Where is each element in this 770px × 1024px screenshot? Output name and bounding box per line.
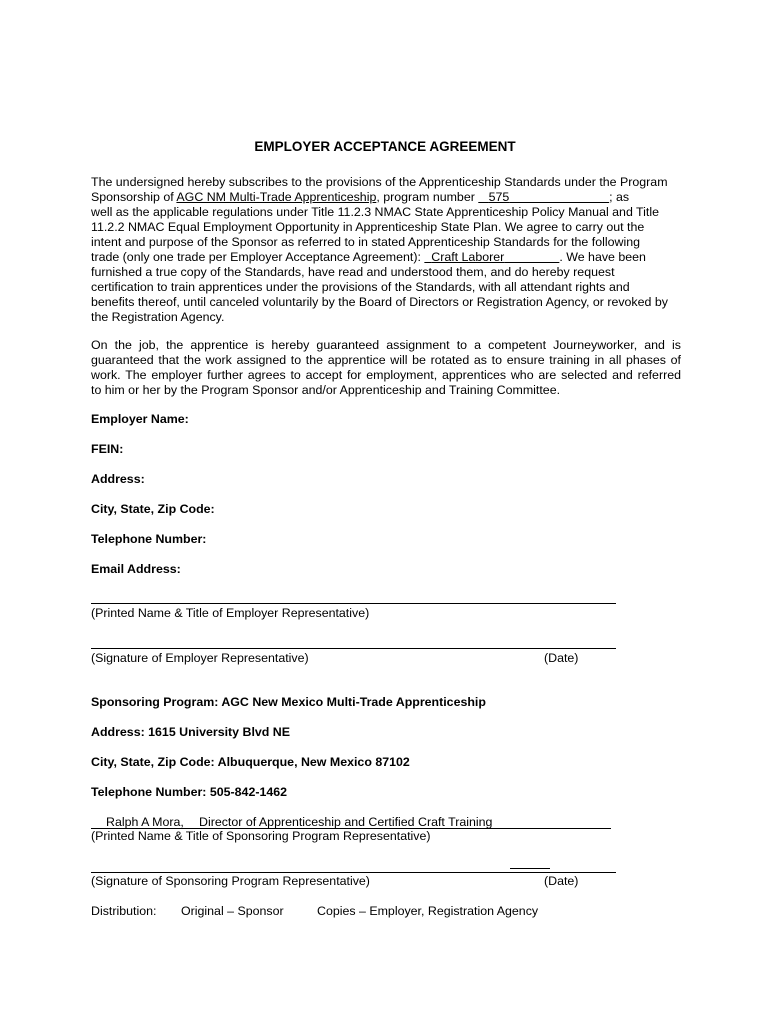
sponsor-address: Address: 1615 University Blvd NE xyxy=(91,725,291,739)
paragraph-line: trade (only one trade per Employer Acceptance Agreement): Craft Laborer . We have been xyxy=(91,250,646,264)
employer-printed-name-line xyxy=(91,603,616,604)
distribution-copies: Copies – Employer, Registration Agency xyxy=(317,904,539,918)
paragraph-line: well as the applicable regulations under Title 11.2.3 NMAC State Apprenticeship Policy Manual and Title xyxy=(91,205,659,219)
program-number: 575 xyxy=(488,190,510,204)
telephone-label: Telephone Number: xyxy=(91,532,207,546)
sponsor-city-state-zip: City, State, Zip Code: Albuquerque, New Mexico 87102 xyxy=(91,755,410,769)
paragraph-line: 11.2.2 NMAC Equal Employment Opportunity in Apprenticeship State Plan. We agree to carry out the xyxy=(91,220,645,234)
distribution-label: Distribution: xyxy=(91,904,157,918)
city-state-zip-label: City, State, Zip Code: xyxy=(91,502,215,516)
employer-name-label: Employer Name: xyxy=(91,412,189,426)
paragraph-line: The undersigned hereby subscribes to the provisions of the Apprenticeship Standards under the Program xyxy=(91,175,668,189)
paragraph-line: the Registration Agency. xyxy=(91,310,225,324)
address-label: Address: xyxy=(91,472,145,486)
sponsor-printed-name-caption: (Printed Name & Title of Sponsoring Program Representative) xyxy=(91,829,431,843)
paragraph-line: guaranteed that the work assigned to the apprentice will be rotated as to ensure training in all phases of xyxy=(91,353,681,367)
sponsor-date-mark xyxy=(510,868,550,869)
guarantee-paragraph xyxy=(91,338,681,398)
page-title: EMPLOYER ACCEPTANCE AGREEMENT xyxy=(254,139,516,154)
sponsor-signature-line xyxy=(91,872,616,873)
paragraph-line: intent and purpose of the Sponsor as referred to in stated Apprenticeship Standards for the following xyxy=(91,235,640,249)
sponsor-date-caption: (Date) xyxy=(544,874,579,888)
paragraph-line: to him or her by the Program Sponsor and/or Apprenticeship and Training Committee. xyxy=(91,383,561,397)
paragraph-line: certification to train apprentices under the provisions of the Standards, with all attendant rights and xyxy=(91,280,630,294)
employer-signature-caption: (Signature of Employer Representative) xyxy=(91,651,309,665)
sponsor-name: AGC NM Multi-Trade Apprenticeship xyxy=(176,190,377,204)
paragraph-line: On the job, the apprentice is hereby guaranteed assignment to a competent Journeyworker, and is xyxy=(91,338,681,352)
paragraph-line: benefits thereof, until canceled voluntarily by the Board of Directors or Registration Agency, or revoked by xyxy=(91,295,668,309)
sponsor-signature-caption: (Signature of Sponsoring Program Representative) xyxy=(91,874,370,888)
paragraph-line: Sponsorship of AGC NM Multi-Trade Apprenticeship, program number 575 ; as xyxy=(91,190,630,204)
sponsor-rep-title: Director of Apprenticeship and Certified Craft Training xyxy=(199,815,493,829)
employer-date-caption: (Date) xyxy=(544,651,579,665)
sponsoring-program: Sponsoring Program: AGC New Mexico Multi-Trade Apprenticeship xyxy=(91,695,486,709)
trade-name: Craft Laborer xyxy=(431,250,505,264)
distribution-original: Original – Sponsor xyxy=(181,904,284,918)
agreement-paragraph xyxy=(91,175,681,325)
email-label: Email Address: xyxy=(91,562,181,576)
sponsor-telephone: Telephone Number: 505-842-1462 xyxy=(91,785,288,799)
paragraph-line: furnished a true copy of the Standards, have read and understood them, and do hereby request xyxy=(91,265,615,279)
fein-label: FEIN: xyxy=(91,442,124,456)
paragraph-line: work. The employer further agrees to accept for employment, apprentices who are selected and referred xyxy=(91,368,681,382)
employer-signature-line xyxy=(91,648,616,649)
employer-printed-name-caption: (Printed Name & Title of Employer Representative) xyxy=(91,606,370,620)
sponsor-rep-name: Ralph A Mora, xyxy=(106,815,184,829)
